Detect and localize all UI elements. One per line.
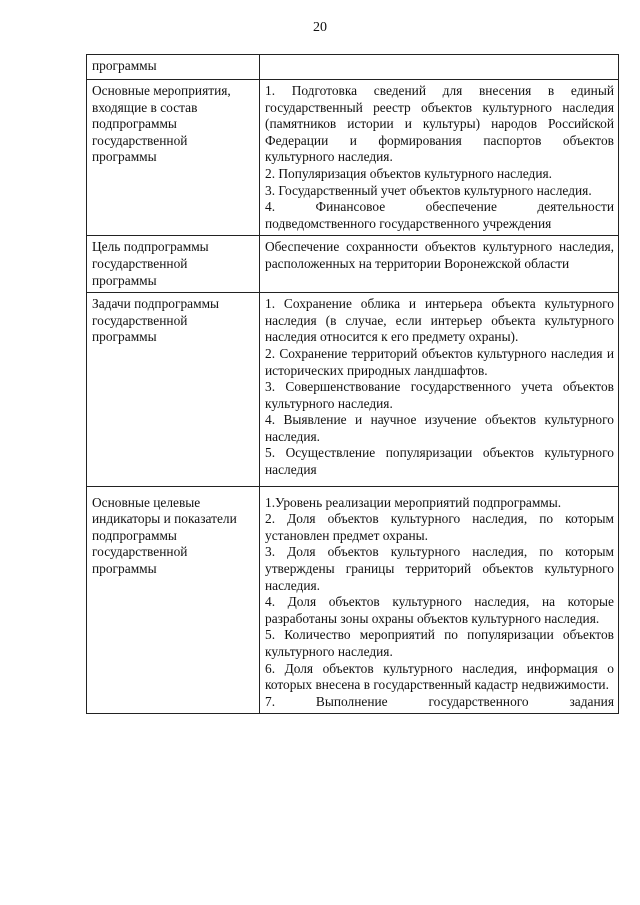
list-item: 3. Государственный учет объектов культурного наследия. bbox=[265, 182, 592, 198]
row-value bbox=[260, 293, 619, 487]
list-item: 4. Доля объектов культурного наследия, на которые разработаны зоны охраны объектов культурного наследия. bbox=[265, 594, 614, 626]
table-row bbox=[87, 55, 619, 80]
passport-table bbox=[86, 54, 619, 714]
row-label: Основные целевые индикаторы и показатели подпрограммы государственной программы bbox=[87, 486, 260, 714]
row-value bbox=[260, 486, 619, 714]
row-value bbox=[260, 55, 619, 80]
list-item: 2. Доля объектов культурного наследия, по которым установлен предмет охраны. bbox=[265, 511, 614, 543]
row-label: Основные мероприятия, входящие в состав подпрограммы государственной программы bbox=[87, 80, 260, 236]
row-value bbox=[260, 80, 619, 236]
list-item: 4. Финансовое обеспечение деятельности подведомственного государственного учреждения bbox=[265, 199, 614, 231]
list-item: 2. Популяризация объектов культурного наследия. bbox=[265, 165, 553, 181]
page-number: 20 bbox=[313, 20, 327, 35]
row-label: Задачи подпрограммы государственной программы bbox=[87, 293, 260, 487]
list-item: Обеспечение сохранности объектов культурного наследия, расположенных на территории Воронежской области bbox=[265, 239, 614, 271]
row-label: Цель подпрограммы государственной программы bbox=[87, 236, 260, 293]
list-item: 1. Подготовка сведений для внесения в единый государственный реестр объектов культурного наследия (памятников истории и культуры) народов Российской Федерации и формирования паспортов объектов культурного наследия. bbox=[265, 83, 614, 165]
list-item: 3. Доля объектов культурного наследия, по которым утверждены границы территорий объектов культурного наследия. bbox=[265, 544, 614, 593]
list-item: 5. Осуществление популяризации объектов культурного наследия bbox=[265, 445, 614, 478]
list-item: 6. Доля объектов культурного наследия, информация о которых внесена в государственный кадастр недвижимости. bbox=[265, 660, 614, 693]
list-item: 3. Совершенствование государственного учета объектов культурного наследия. bbox=[265, 379, 614, 411]
table-row bbox=[87, 293, 619, 487]
row-value bbox=[260, 236, 619, 293]
list-item: 2. Сохранение территорий объектов культурного наследия и исторических природных ландшафтов. bbox=[265, 345, 614, 378]
list-item: 1. Сохранение облика и интерьера объекта культурного наследия (в случае, если интерьер объекта культурного наследия относится к его предмету охраны). bbox=[265, 296, 614, 345]
list-item: 5. Количество мероприятий по популяризации объектов культурного наследия. bbox=[265, 627, 614, 659]
list-item: 1.Уровень реализации мероприятий подпрограммы. bbox=[265, 494, 562, 510]
row-label: программы bbox=[87, 55, 260, 80]
list-item: 4. Выявление и научное изучение объектов культурного наследия. bbox=[265, 412, 614, 444]
list-item: 7. Выполнение государственного задания bbox=[265, 693, 614, 709]
table-row bbox=[87, 236, 619, 293]
table-row bbox=[87, 80, 619, 236]
table-row bbox=[87, 486, 619, 714]
